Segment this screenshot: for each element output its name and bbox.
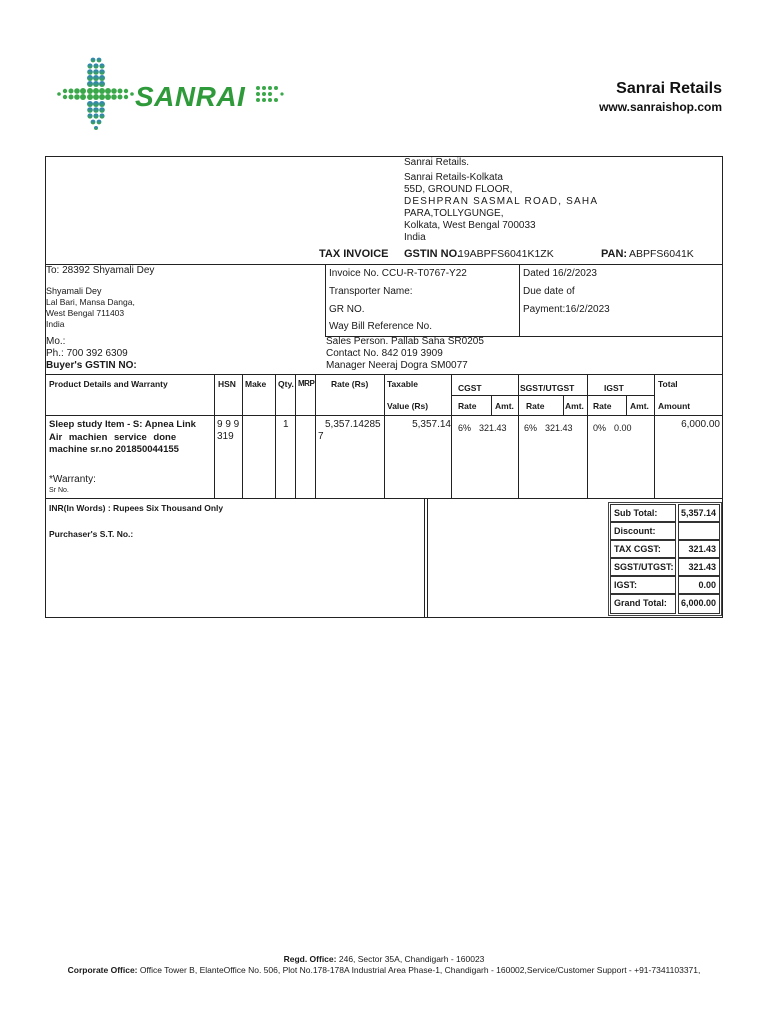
col-taxable-value: Value (Rs) — [387, 401, 429, 411]
item-rate-1: 5,357.14285 — [325, 419, 381, 430]
col-cgst-rate: Rate — [458, 401, 477, 411]
item-cgst-rate: 6% — [458, 423, 472, 433]
col-cgst: CGST — [458, 383, 482, 393]
item-desc-line: Sleep study Item - S: Apnea Link — [49, 419, 196, 430]
item-total: 6,000.00 — [681, 419, 720, 430]
company-website: www.sanraishop.com — [599, 100, 722, 114]
col-mrp: MRP — [298, 379, 315, 388]
item-rate-2: 7 — [318, 431, 324, 442]
gstin-label: GSTIN NO. — [404, 248, 461, 260]
seller-line: Sanrai Retails-Kolkata — [404, 172, 503, 183]
item-igst-amt: 0.00 — [614, 423, 632, 433]
buyer-to: To: 28392 Shyamali Dey — [46, 265, 155, 276]
col-product: Product Details and Warranty — [49, 379, 168, 389]
item-sgst-rate: 6% — [524, 423, 538, 433]
corporate-office — [0, 965, 768, 976]
item-serial-label: Sr No. — [49, 487, 69, 494]
sales-person: Sales Person. Pallab Saha SR0205 — [326, 336, 484, 347]
buyer-phone: Ph.: 700 392 6309 — [46, 348, 128, 359]
seller-line: PARA,TOLLYGUNGE, — [404, 208, 504, 219]
buyer-gstin-label: Buyer's GSTIN NO: — [46, 360, 137, 371]
amount-in-words: INR(In Words) : Rupees Six Thousand Only — [49, 503, 224, 513]
totals-label: IGST: — [610, 576, 676, 594]
item-warranty: *Warranty: — [49, 474, 96, 485]
col-qty: Qty. — [278, 379, 294, 389]
regd-office-address: 246, Sector 35A, Chandigarh - 160023 — [338, 954, 485, 964]
contact-number: Contact No. 842 019 3909 — [326, 348, 443, 359]
company-name: Sanrai Retails — [616, 80, 722, 97]
pan-label: PAN: — [601, 248, 628, 260]
item-hsn-2: 319 — [217, 431, 234, 442]
item-sgst-amt: 321.43 — [545, 423, 573, 433]
item-igst-rate: 0% — [593, 423, 607, 433]
waybill-reference: Way Bill Reference No. — [329, 321, 432, 332]
totals-label: SGST/UTGST: — [610, 558, 676, 576]
seller-line: Sanrai Retails. — [404, 157, 470, 168]
corporate-office-address: Office Tower B, ElanteOffice No. 506, Plot No.178-178A Industrial Area Phase-1, Chandigarh - 160002,Service/Customer Support - +91-7341103371, — [139, 965, 701, 975]
regd-office — [0, 954, 768, 965]
buyer-name: Shyamali Dey — [46, 286, 102, 296]
col-total: Total — [658, 379, 678, 389]
totals-label: Discount: — [610, 522, 676, 540]
seller-line: India — [404, 232, 426, 243]
col-make: Make — [245, 379, 267, 389]
col-igst-amt: Amt. — [630, 401, 649, 411]
totals-value: 5,357.14 — [678, 504, 720, 522]
transporter-name: Transporter Name: — [329, 286, 413, 297]
gstin-value: 19ABPFS6041K1ZK — [458, 248, 554, 260]
logo-text: SANRAI — [135, 81, 246, 112]
col-taxable: Taxable — [387, 379, 419, 389]
invoice-date: Dated 16/2/2023 — [523, 268, 597, 279]
corporate-office-label: Corporate Office: — [67, 965, 138, 975]
item-qty: 1 — [283, 419, 289, 430]
seller-line: DESHPRAN SASMAL ROAD, SAHA — [404, 196, 599, 207]
totals-label: Sub Total: — [610, 504, 676, 522]
doc-title: TAX INVOICE — [319, 248, 389, 260]
regd-office-label: Regd. Office: — [283, 954, 337, 964]
due-date-label: Due date of — [523, 286, 575, 297]
item-cgst-amt: 321.43 — [479, 423, 507, 433]
buyer-country: India — [46, 319, 65, 329]
invoice-number: Invoice No. CCU-R-T0767-Y22 — [329, 268, 467, 279]
item-description — [49, 419, 212, 457]
company-logo — [55, 55, 290, 140]
item-desc-line: Air machien service done — [49, 431, 177, 443]
manager-name: Manager Neeraj Dogra SM0077 — [326, 360, 468, 371]
seller-address — [404, 157, 604, 244]
buyer-address-2: West Bengal 711403 — [46, 308, 125, 318]
totals-value: 0.00 — [678, 576, 720, 594]
totals-label: Grand Total: — [610, 594, 676, 614]
col-sgst-amt: Amt. — [565, 401, 584, 411]
totals-value — [678, 522, 720, 540]
seller-line: 55D, GROUND FLOOR, — [404, 184, 513, 195]
col-igst-rate: Rate — [593, 401, 612, 411]
col-amount: Amount — [658, 401, 691, 411]
seller-line: Kolkata, West Bengal 700033 — [404, 220, 536, 231]
col-rate: Rate (Rs) — [331, 379, 369, 389]
item-taxable-value: 5,357.14 — [412, 419, 451, 430]
totals-value: 321.43 — [678, 558, 720, 576]
col-sgst-rate: Rate — [526, 401, 545, 411]
col-sgst: SGST/UTGST — [520, 383, 575, 393]
totals-label: TAX CGST: — [610, 540, 676, 558]
item-hsn-1: 9 9 9 — [217, 419, 240, 430]
col-hsn: HSN — [218, 379, 236, 389]
totals-value: 6,000.00 — [678, 594, 720, 614]
col-cgst-amt: Amt. — [495, 401, 514, 411]
pan-value: ABPFS6041K — [629, 248, 694, 260]
payment-date: Payment:16/2/2023 — [523, 304, 610, 315]
gr-number: GR NO. — [329, 304, 365, 315]
item-desc-line: machine sr.no 201850044155 — [49, 444, 179, 455]
totals-value: 321.43 — [678, 540, 720, 558]
purchaser-st-no: Purchaser's S.T. No.: — [49, 529, 134, 539]
buyer-mobile: Mo.: — [46, 336, 66, 347]
col-igst: IGST — [604, 383, 624, 393]
buyer-address-1: Lal Bari, Mansa Danga, — [46, 297, 135, 307]
